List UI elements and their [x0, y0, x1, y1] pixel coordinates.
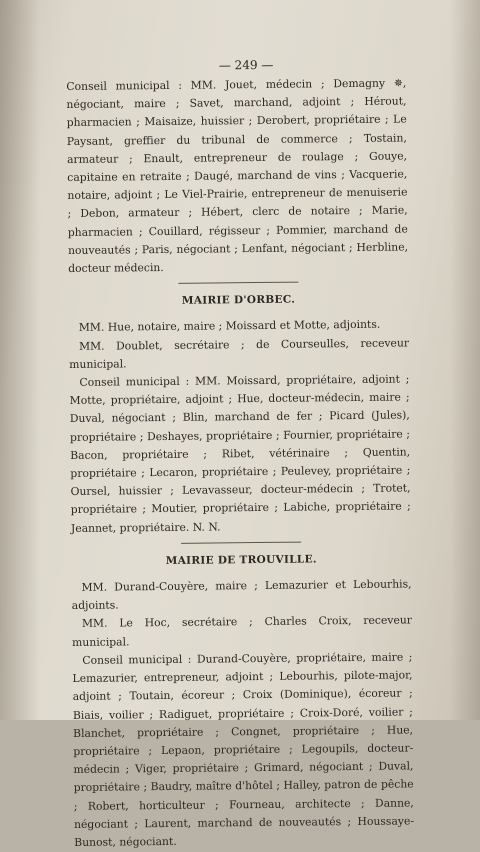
trouville-heading: MAIRIE DE TROUVILLE. [165, 553, 317, 567]
page-number: — 249 — [218, 57, 274, 73]
orbec-council: Conseil municipal : MM. Moissard, propriétaire, adjoint ; Motte, propriétaire, adjoint ; Hue, docteur-médecin, maire ; Duval, négociant ; Blin, marchand de fer ; Picard (Jules), propriétaire ; Deshayes, propriétaire ; Fournier, propriétaire ; Bacon, propriétaire ; Ribet, vétérinaire ; Quentin, propriétaire ; Lecaron, propriétaire ; Peulevey, propriétaire ; Oursel, huissier ; Levavasseur, docteur-médecin ; Trotet, propriétaire ; Moutier, propriétaire ; Labiche, propriétaire ; Jeannet, propriétaire. N. N. [69, 372, 411, 535]
orbec-secretary: MM. Doublet, secrétaire ; de Courseulles, receveur municipal. [69, 336, 410, 371]
orbec-heading: MAIRIE D'ORBEC. [181, 293, 296, 308]
page-shadow-right [450, 0, 480, 720]
section-divider [181, 541, 301, 543]
intro-council-paragraph: Conseil municipal : MM. Jouet, médecin ; Demagny ✵, négociant, maire ; Savet, marchand, adjoint ; Hérout, pharmacien ; Maisaize, huissier ; Derobert, propriétaire ; Le Paysant, greffier du tribunal de commerce ; Tostain, armateur ; Enault, entrepreneur de roulage ; Gouye, capitaine en retraite ; Daugé, marchand de vins ; Vacquerie, notaire, adjoint ; Le Viel-Prairie, entrepreneur de menuiserie ; Debon, armateur ; Hébert, clerc de notaire ; Marie, pharmacien ; Couillard, régisseur ; Pommier, marchand de nouveautés ; Paris, négociant ; Lenfant, négociant ; Herbline, docteur médecin. [66, 76, 409, 276]
trouville-officials: MM. Durand-Couyère, maire ; Lemazurier et Lebourhis, adjoints. [71, 577, 412, 613]
page-text-column [66, 52, 414, 852]
trouville-council: Conseil municipal : Durand-Couyère, propriétaire, maire ; Lemazurier, entrepreneur, adjoint ; Lebourhis, pilote-major, adjoint ; Toutain, écoreur ; Croix (Dominique), écoreur ; Biais, voilier ; Radiguet, propriétaire ; Croix-Doré, voilier ; Blanchet, propriétaire ; Congnet, propriétaire ; Hue, propriétaire ; Lepaon, propriétaire ; Legoupils, docteur-médecin ; Viger, propriétaire ; Grimard, négociant ; Duval, propriétaire ; Baudry, maître d'hôtel ; Halley, patron de pêche ; Robert, horticulteur ; Fourneau, architecte ; Danne, négociant ; Laurent, marchand de nouveautés ; Houssaye-Bunost, négociant. [72, 650, 415, 849]
trouville-secretary: MM. Le Hoc, secrétaire ; Charles Croix, receveur municipal. [72, 613, 412, 649]
page-shadow-left [0, 0, 40, 720]
orbec-officials: MM. Hue, notaire, maire ; Moissard et Motte, adjoints. [78, 318, 381, 335]
section-divider [178, 282, 298, 284]
